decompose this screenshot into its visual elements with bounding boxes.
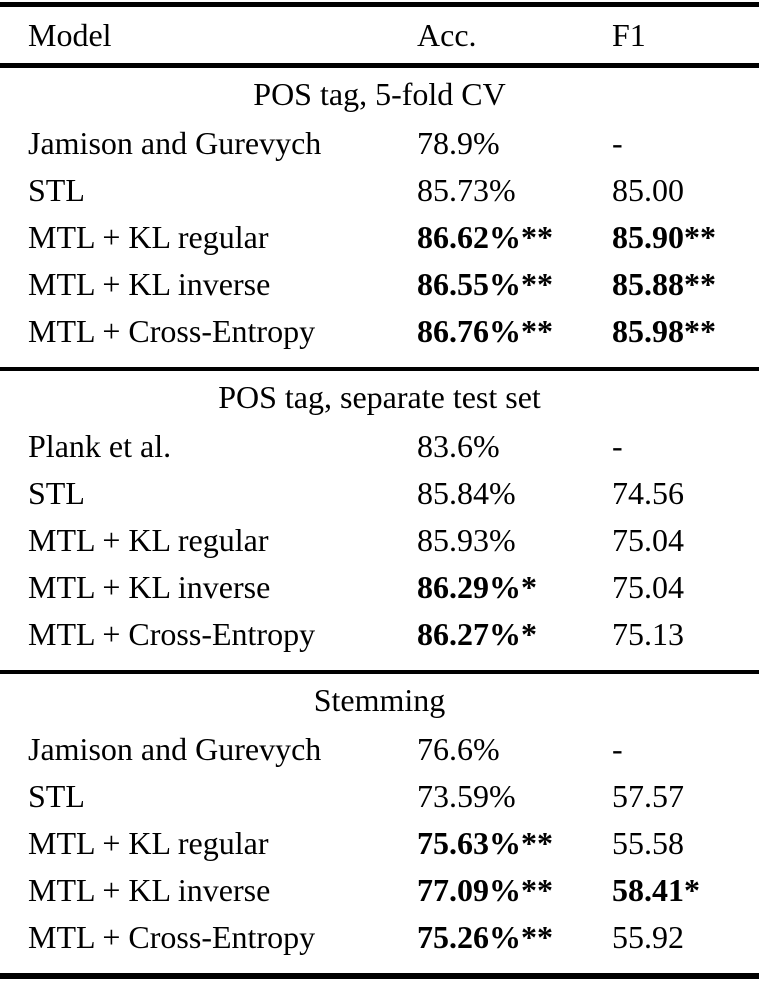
f1-cell: 85.88** [612,266,716,302]
model-cell: MTL + KL regular [28,825,269,861]
acc-cell: 76.6% [417,731,500,767]
section-title: POS tag, separate test set [218,378,541,415]
section-title: Stemming [313,681,446,718]
acc-cell: 85.84% [417,475,516,511]
f1-cell: - [612,125,623,161]
f1-cell: 55.58 [612,825,684,861]
f1-cell: 74.56 [612,475,684,511]
f1-cell: 85.90** [612,219,716,255]
model-cell: MTL + KL regular [28,219,269,255]
table-row [0,726,759,773]
f1-cell: 75.13 [612,616,684,652]
f1-cell: 75.04 [612,569,684,605]
f1-cell: 75.04 [612,522,684,558]
section-pos-5fold [0,68,759,367]
section-title: POS tag, 5-fold CV [253,75,506,112]
acc-cell: 73.59% [417,778,516,814]
model-cell: Plank et al. [28,428,172,464]
table-row [0,261,759,308]
section-pos-separate [0,371,759,670]
table-row [0,423,759,470]
model-cell: Jamison and Gurevych [28,125,322,161]
acc-cell: 86.27%* [417,616,537,652]
table-header-row [0,7,759,63]
f1-cell: 85.98** [612,313,716,349]
f1-cell: 57.57 [612,778,684,814]
model-cell: MTL + KL inverse [28,266,271,302]
table-row [0,564,759,611]
table-row [0,820,759,867]
model-cell: MTL + KL regular [28,522,269,558]
table-row [0,308,759,355]
table-row [0,867,759,914]
table-bottom-rule [0,973,759,979]
acc-cell: 78.9% [417,125,500,161]
model-cell: MTL + Cross-Entropy [28,616,316,652]
table-row [0,120,759,167]
acc-cell: 77.09%** [417,872,553,908]
f1-cell: - [612,428,623,464]
model-cell: STL [28,778,85,814]
model-cell: Jamison and Gurevych [28,731,322,767]
table-row [0,167,759,214]
table-row [0,517,759,564]
f1-cell: 58.41* [612,872,700,908]
model-cell: MTL + KL inverse [28,569,271,605]
table-row [0,773,759,820]
section-stemming [0,674,759,973]
column-header-acc: Acc. [417,16,477,53]
acc-cell: 75.26%** [417,919,553,955]
acc-cell: 85.73% [417,172,516,208]
model-cell: MTL + KL inverse [28,872,271,908]
table-row [0,214,759,261]
acc-cell: 86.55%** [417,266,553,302]
f1-cell: - [612,731,623,767]
acc-cell: 86.29%* [417,569,537,605]
acc-cell: 86.62%** [417,219,553,255]
acc-cell: 83.6% [417,428,500,464]
column-header-f1: F1 [612,16,646,53]
table-row [0,611,759,658]
f1-cell: 55.92 [612,919,684,955]
model-cell: STL [28,172,85,208]
table-row [0,914,759,961]
acc-cell: 85.93% [417,522,516,558]
acc-cell: 86.76%** [417,313,553,349]
table-row [0,470,759,517]
model-cell: MTL + Cross-Entropy [28,313,316,349]
model-cell: STL [28,475,85,511]
acc-cell: 75.63%** [417,825,553,861]
f1-cell: 85.00 [612,172,684,208]
column-header-model: Model [28,16,112,53]
model-cell: MTL + Cross-Entropy [28,919,316,955]
